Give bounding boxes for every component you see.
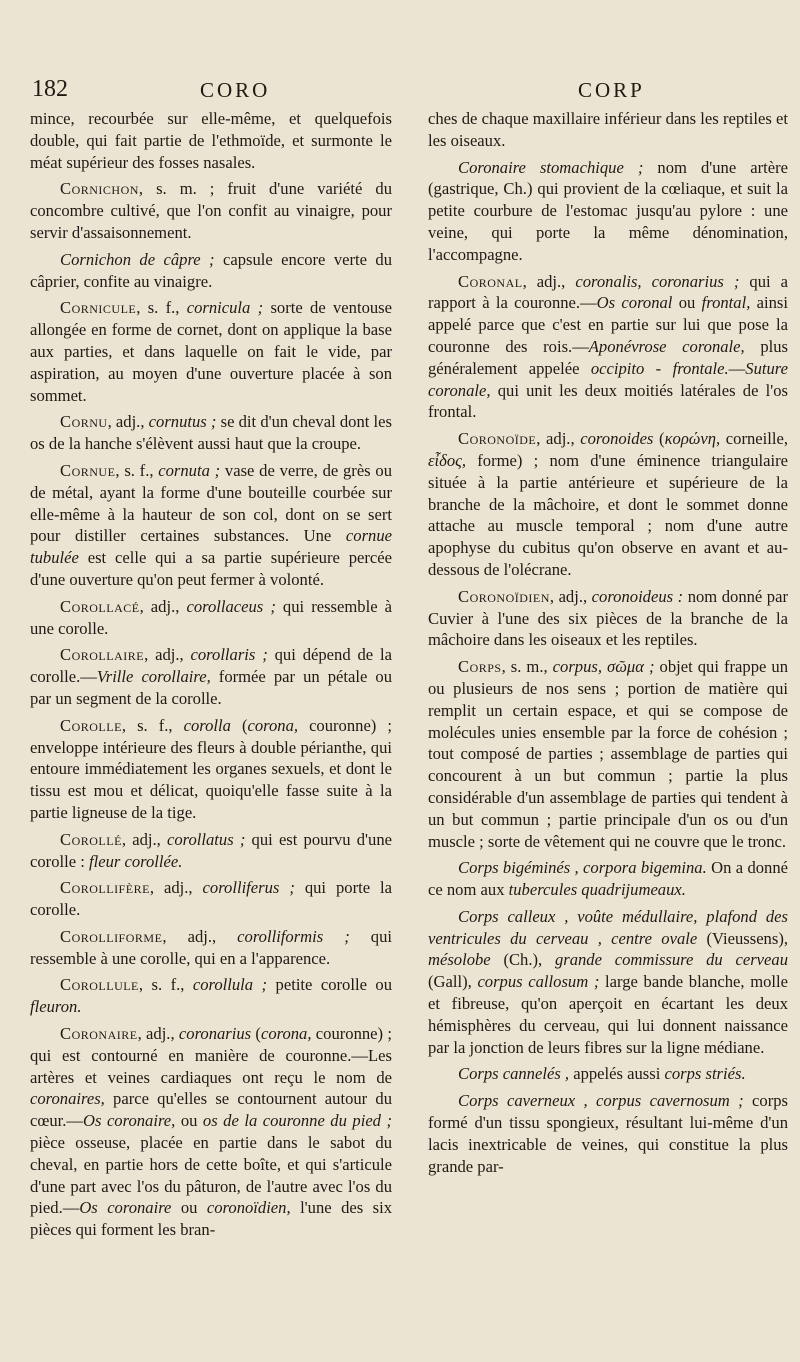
dictionary-entry — [30, 715, 392, 824]
italic-text: frontal, — [701, 293, 751, 313]
entry-text: plus généralement appelée — [428, 336, 788, 378]
entry-headword: Cornicule — [60, 298, 137, 318]
italic-text: corpus, σῶμα ; — [552, 657, 655, 677]
entry-text: formée par un pétale ou par un segment de la corolle. — [30, 667, 392, 708]
entry-text: , adj., — [137, 1024, 179, 1044]
running-header — [0, 70, 800, 110]
italic-text: corona, — [260, 1024, 312, 1044]
dictionary-entry — [30, 460, 392, 591]
entry-text: se dit d'un cheval dont les os de la hanche s'élèvent aussi haut que la croupe. — [30, 412, 392, 454]
page-number: 182 — [32, 76, 68, 102]
dictionary-entry — [428, 1063, 788, 1085]
right-running-head: CORP — [578, 78, 645, 102]
dictionary-entry — [428, 271, 788, 424]
entry-text: qui a rapport à la couronne.— — [428, 271, 788, 313]
entry-text: ou — [175, 1111, 203, 1131]
entry-headword: Corollule — [60, 975, 139, 995]
entry-text: corneille, — [720, 429, 788, 449]
entry-text: ( — [251, 1024, 261, 1044]
dictionary-entry — [428, 857, 788, 901]
entry-headword: Corollé — [60, 829, 122, 849]
italic-text: coronoides — [580, 429, 654, 449]
italic-text: coronaires, — [30, 1089, 105, 1109]
entry-text: qui ressemble à une corolle, qui en a l'apparence. — [30, 926, 392, 968]
italic-text: cornicula ; — [186, 298, 264, 318]
dictionary-entry — [30, 249, 392, 293]
italic-text: corolla — [183, 715, 231, 735]
entry-text: couronne) ; qui est contourné en manière de couronne.—Les artères et veines cardiaques ont reçu le nom de — [30, 1024, 392, 1087]
italic-text: cornue tubulée — [30, 526, 392, 568]
italic-text: corps striés. — [664, 1064, 746, 1084]
entry-text: — — [728, 358, 746, 378]
entry-text: mince, recourbée sur elle-même, et quelquefois double, qui fait partie de l'ethmoïde, et surmonte le méat supérieur des fosses nasales. — [30, 109, 392, 172]
dictionary-entry — [30, 178, 392, 243]
italic-text: corollaceus ; — [186, 596, 276, 616]
italic-text: Cornichon de câpre ; — [60, 249, 215, 269]
italic-text: cornuta ; — [158, 460, 221, 480]
entry-text: est celle qui a sa partie supérieure percée d'une ouverture qu'on peut fermer à volonté. — [30, 548, 392, 589]
dictionary-entry — [30, 974, 392, 1018]
left-column — [30, 108, 392, 1241]
entry-text: , s. f., — [121, 715, 184, 735]
italic-text: Os coronal — [596, 293, 673, 313]
entry-headword: Cornue — [60, 460, 116, 480]
dictionary-entry — [428, 1090, 788, 1177]
entry-text: , adj., — [162, 926, 238, 946]
entry-text: , adj., — [139, 596, 187, 616]
dictionary-entry — [30, 644, 392, 709]
entry-text: , s. m. ; fruit d'une variété du concombre cultivé, que l'on confit au vinaigre, pour servir d'assaisonnement. — [30, 179, 392, 242]
entry-headword: Corollifère — [60, 878, 150, 898]
entry-text: ou — [171, 1198, 207, 1218]
entry-text: , adj., — [107, 412, 149, 432]
entry-text: (Gall), — [428, 972, 478, 992]
entry-text: sorte de ventouse allongée en forme de cornet, dont on applique la base aux parties, et dans laquelle on fait le vide, par aspiration, au moyen d'une ouverture placée à son sommet. — [30, 298, 392, 405]
dictionary-entry — [428, 157, 788, 266]
entry-text: , s. f., — [138, 975, 193, 995]
entry-text: forme) ; nom d'une éminence triangulaire située à la partie antérieure et supérieure de la branche de la mâchoire, et dont le sommet donne attache au muscle temporal ; nom d'une autre apophyse du cubitus qu'on observe en avant et au-dessous de l'olécrane. — [428, 450, 788, 579]
italic-text: Corps bigéminés , corpora bigemina. — [458, 858, 707, 878]
italic-text: εἶδος, — [428, 450, 467, 470]
italic-text: grande commissure du cerveau — [554, 950, 788, 970]
left-running-head: CORO — [200, 78, 271, 102]
entry-text: objet qui frappe un ou plusieurs de nos sens ; portion de matière qui remplit un certain espace, et qui se compose de molécules unies ensemble par la force de cohésion ; tout composé de parties ; assemblage de parties qui concourent à un but commun ; partie la plus considérable d'un assemblage de parties qui tendent à un but commun ; partie principale d'un os ou d'un muscle ; sorte de vêtement qui ne couvre que le tronc. — [428, 657, 788, 851]
dictionary-entry — [30, 926, 392, 970]
italic-text: coronoideus : — [591, 586, 684, 606]
italic-text: coronarius — [178, 1024, 252, 1044]
entry-text: parce qu'elles se contournent autour du cœur.— — [30, 1089, 392, 1131]
dictionary-entry — [428, 586, 788, 651]
dictionary-entry — [428, 906, 788, 1059]
dictionary-entry — [428, 108, 788, 152]
italic-text: corolliformis ; — [237, 926, 350, 946]
right-column — [428, 108, 788, 1177]
entry-headword: Coronoïde — [458, 429, 537, 449]
entry-text: qui est pourvu d'une corolle : — [30, 829, 392, 871]
italic-text: κορώνη, — [664, 429, 721, 449]
entry-text: , s. m., — [501, 657, 553, 677]
entry-text: l'une des six pièces qui forment les bran- — [30, 1198, 392, 1240]
dictionary-entry — [30, 108, 392, 173]
entry-text: ainsi appelé parce que c'est en partie sur lui que pose la couronne des rois.— — [428, 293, 788, 356]
entry-text: ches de chaque maxillaire inférieur dans les reptiles et les oiseaux. — [428, 109, 788, 150]
entry-text: (Ch.), — [490, 950, 555, 970]
entry-text: capsule encore verte du câprier, confite au vinaigre. — [30, 249, 392, 291]
entry-headword: Corolliforme — [60, 926, 163, 946]
italic-text: coronoïdien, — [206, 1198, 291, 1218]
entry-headword: Coronaire — [60, 1024, 138, 1044]
entry-text: qui porte la corolle. — [30, 878, 393, 920]
dictionary-entry — [30, 877, 392, 921]
italic-text: cornutus ; — [148, 412, 217, 432]
italic-text: Corps calleux , voûte médullaire, plafond des ventricules du cerveau , centre ovale — [428, 906, 788, 948]
dictionary-entry — [30, 596, 392, 640]
dictionary-entry — [428, 428, 788, 581]
entry-text: qui ressemble à une corolle. — [30, 596, 392, 638]
entry-text: vase de verre, de grès ou de métal, ayant la forme d'une bouteille courbée sur elle-même à la hauteur de son col, dont on se sert pour distiller certaines substances. Une — [30, 460, 392, 546]
italic-text: corollatus ; — [166, 829, 246, 849]
entry-text: On a donné ce nom aux — [428, 858, 788, 900]
italic-text: corona, — [247, 715, 299, 735]
dictionary-entry — [30, 829, 392, 873]
entry-headword: Corps — [458, 657, 502, 677]
entry-text: qui dépend de la corolle.— — [30, 645, 392, 687]
entry-text: , adj., — [121, 829, 167, 849]
entry-headword: Corollacé — [60, 596, 140, 616]
entry-headword: Coronoïdien — [458, 586, 550, 606]
entry-headword: Coronal — [458, 271, 523, 291]
entry-text: , adj., — [536, 429, 581, 449]
italic-text: Corps cannelés , — [458, 1064, 570, 1084]
entry-text: nom d'une artère (gastrique, Ch.) qui provient de la cœliaque, et suit la petite courbure de l'estomac jusqu'au pylore : une veine, qui porte la même dénomination, l'accompagne. — [428, 157, 788, 264]
entry-headword: Cornu — [60, 412, 108, 432]
entry-text: , s. f., — [136, 298, 187, 318]
italic-text: Aponévrose coronale, — [588, 336, 745, 356]
entry-text: nom donné par Cuvier à l'une des six pièces de la branche de la mâchoire dans les oiseaux et les reptiles. — [428, 586, 788, 650]
entry-headword: Cornichon — [60, 179, 139, 199]
entry-text: ou — [672, 293, 702, 313]
entry-text: , adj., — [144, 645, 191, 665]
italic-text: coronalis, coronarius ; — [575, 271, 740, 291]
italic-text: Suture coronale, — [428, 358, 788, 400]
italic-text: Os coronaire — [79, 1198, 172, 1218]
entry-headword: Corollaire — [60, 645, 145, 665]
italic-text: corollaris ; — [190, 645, 268, 665]
entry-headword: Corolle — [60, 715, 122, 735]
entry-text: corps formé d'un tissu spongieux, résultant lui-même d'un lacis inextricable de veines, qui constitue la plus grande par- — [428, 1091, 788, 1176]
entry-text: qui unit les deux moitiés latérales de l'os frontal. — [428, 380, 788, 422]
entry-text: , adj., — [549, 586, 592, 606]
italic-text: fleuron. — [30, 997, 82, 1017]
italic-text: occipito - frontale. — [590, 358, 729, 378]
italic-text: mésolobe — [428, 950, 491, 970]
entry-text: ( — [230, 715, 248, 735]
italic-text: fleur corollée. — [88, 851, 183, 871]
entry-text: petite corolle ou — [267, 975, 392, 995]
entry-text: , s. f., — [115, 460, 159, 480]
entry-text: ( — [653, 429, 665, 449]
italic-text: tubercules quadrijumeaux. — [508, 880, 686, 900]
entry-text: large bande blanche, molle et fibreuse, qu'on aperçoit en écartant les deux hémisphères du cerveau, qui lui donnent naissance par la jonction de leurs fibres sur la ligne médiane. — [428, 972, 788, 1057]
italic-text: corollula ; — [192, 975, 268, 995]
italic-text: Coronaire stomachique ; — [458, 157, 644, 177]
italic-text: corpus callosum ; — [477, 972, 600, 992]
entry-text: (Vieussens), — [697, 928, 788, 948]
italic-text: Corps caverneux , corpus cavernosum ; — [458, 1091, 744, 1111]
italic-text: Vrille corollaire, — [96, 667, 211, 687]
entry-text: , adj., — [522, 271, 576, 291]
dictionary-entry — [30, 1023, 392, 1241]
dictionary-entry — [30, 297, 392, 406]
italic-text: corolliferus ; — [202, 878, 295, 898]
dictionary-entry — [428, 656, 788, 852]
italic-text: Os coronaire, — [83, 1111, 176, 1131]
entry-text: pièce osseuse, placée en partie dans le sabot du cheval, en partie hors de cette boîte, et qui s'articule d'une part avec l'os du pâturon, de l'autre avec l'os du pied.— — [30, 1133, 392, 1218]
entry-text: , adj., — [149, 878, 203, 898]
dictionary-entry — [30, 411, 392, 455]
italic-text: os de la couronne du pied ; — [202, 1111, 393, 1131]
entry-text: couronne) ; enveloppe intérieure des fleurs à double périanthe, qui entoure immédiatement les organes sexuels, et dont le tissu est mou et délicat, quoiqu'elle fasse suite à la partie ligneuse de la tige. — [30, 715, 392, 822]
entry-text: appelés aussi — [569, 1064, 665, 1084]
